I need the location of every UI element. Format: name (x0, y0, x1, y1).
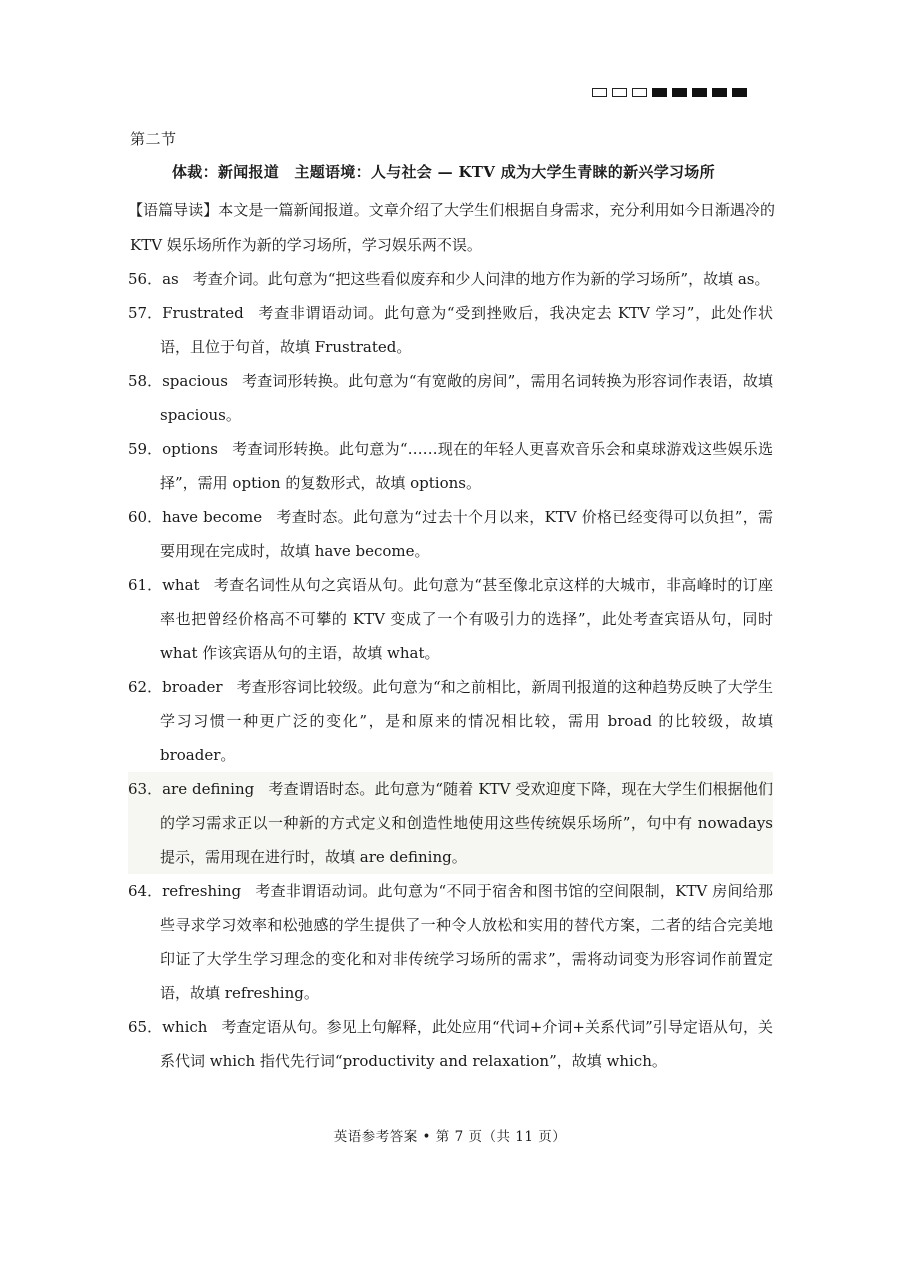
answer-word: have become (162, 508, 263, 526)
answer-item-62 (128, 670, 773, 772)
answer-number: 62． (128, 678, 163, 696)
answer-explanation: 考查名词性从句之宾语从句。此句意为“甚至像北京这样的大城市，非高峰时的订座率也把曾经价格高不可攀的 KTV 变成了一个有吸引力的选择”，此处考查宾语从句，同时 what 作该宾语从句的主语，故填 what。 (160, 576, 773, 662)
answer-explanation: 考查谓语时态。此句意为“随着 KTV 受欢迎度下降，现在大学生们根据他们的学习需求正以一种新的方式定义和创造性地使用这些传统娱乐场所”，句中有 nowadays 提示，需用现在进行时，故填 are defining。 (160, 780, 773, 866)
intro-text: 本文是一篇新闻报道。文章介绍了大学生们根据自身需求，充分利用如今日渐遇冷的 KTV 娱乐场所作为新的学习场所，学习娱乐两不误。 (130, 201, 775, 254)
answer-explanation: 考查定语从句。参见上句解释，此处应用“代词+介词+关系代词”引导定语从句，关系代词 which 指代先行词“productivity and relaxation”，故填 which。 (160, 1018, 773, 1070)
answer-word: options (162, 440, 218, 458)
answer-word: Frustrated (162, 304, 244, 322)
open-square-mark (592, 88, 607, 97)
answer-explanation: 考查时态。此句意为“过去十个月以来，KTV 价格已经变得可以负担”，需要用现在完成时，故填 have become。 (160, 508, 774, 560)
answer-number: 61． (128, 576, 163, 594)
answer-word: what (162, 576, 200, 594)
open-square-mark (612, 88, 627, 97)
filled-square-mark (732, 88, 747, 97)
answer-word: refreshing (162, 882, 242, 900)
section-label: 第二节 (130, 130, 177, 148)
filled-square-mark (692, 88, 707, 97)
answer-list (128, 262, 773, 1078)
answer-number: 60． (128, 508, 163, 526)
answer-item-56 (128, 262, 773, 296)
answer-explanation: 考查非谓语动词。此句意为“受到挫败后，我决定去 KTV 学习”，此处作状语，且位于句首，故填 Frustrated。 (160, 304, 773, 356)
page-footer: 英语参考答案 • 第 7 页（共 11 页） (333, 1129, 567, 1145)
answer-number: 57． (128, 304, 163, 322)
filled-square-mark (712, 88, 727, 97)
answer-word: as (162, 270, 179, 288)
answer-word: spacious (162, 372, 228, 390)
answer-item-61 (128, 568, 773, 670)
passage-intro (130, 193, 775, 263)
intro-tag: 【语篇导读】 (128, 201, 219, 219)
answer-explanation: 考查介词。此句意为“把这些看似废弃和少人问津的地方作为新的学习场所”，故填 as。 (192, 270, 770, 288)
answer-number: 64． (128, 882, 163, 900)
answer-number: 56． (128, 270, 163, 288)
answer-number: 59． (128, 440, 163, 458)
answer-number: 58． (128, 372, 163, 390)
answer-item-59 (128, 432, 773, 500)
answer-number: 65． (128, 1018, 163, 1036)
answer-item-64 (128, 874, 773, 1010)
answer-explanation: 考查非谓语动词。此句意为“不同于宿舍和图书馆的空间限制，KTV 房间给那些寻求学习效率和松弛感的学生提供了一种令人放松和实用的替代方案，二者的结合完美地印证了大学生学习理念的变化和对非传统学习场所的需求”，需将动词变为形容词作前置定语，故填 refreshing。 (160, 882, 773, 1002)
filled-square-mark (672, 88, 687, 97)
answer-item-57 (128, 296, 773, 364)
open-square-mark (632, 88, 647, 97)
answer-explanation: 考查词形转换。此句意为“有宽敞的房间”，需用名词转换为形容词作表语，故填 spacious。 (160, 372, 773, 424)
answer-item-63 (128, 772, 773, 874)
answer-word: are defining (162, 780, 255, 798)
answer-item-58 (128, 364, 773, 432)
answer-explanation: 考查词形转换。此句意为“……现在的年轻人更喜欢音乐会和桌球游戏这些娱乐选择”，需用 option 的复数形式，故填 options。 (160, 440, 773, 492)
header-marks (592, 88, 747, 97)
answer-word: which (162, 1018, 208, 1036)
filled-square-mark (652, 88, 667, 97)
answer-number: 63． (128, 780, 163, 798)
genre-theme-line: 体裁：新闻报道 主题语境：人与社会 — KTV 成为大学生青睐的新兴学习场所 (172, 163, 715, 181)
answer-item-60 (128, 500, 773, 568)
answer-item-65 (128, 1010, 773, 1078)
answer-explanation: 考查形容词比较级。此句意为“和之前相比，新周刊报道的这种趋势反映了大学生学习习惯一种更广泛的变化”，是和原来的情况相比较，需用 broad 的比较级，故填 broader。 (160, 678, 773, 764)
answer-word: broader (162, 678, 223, 696)
